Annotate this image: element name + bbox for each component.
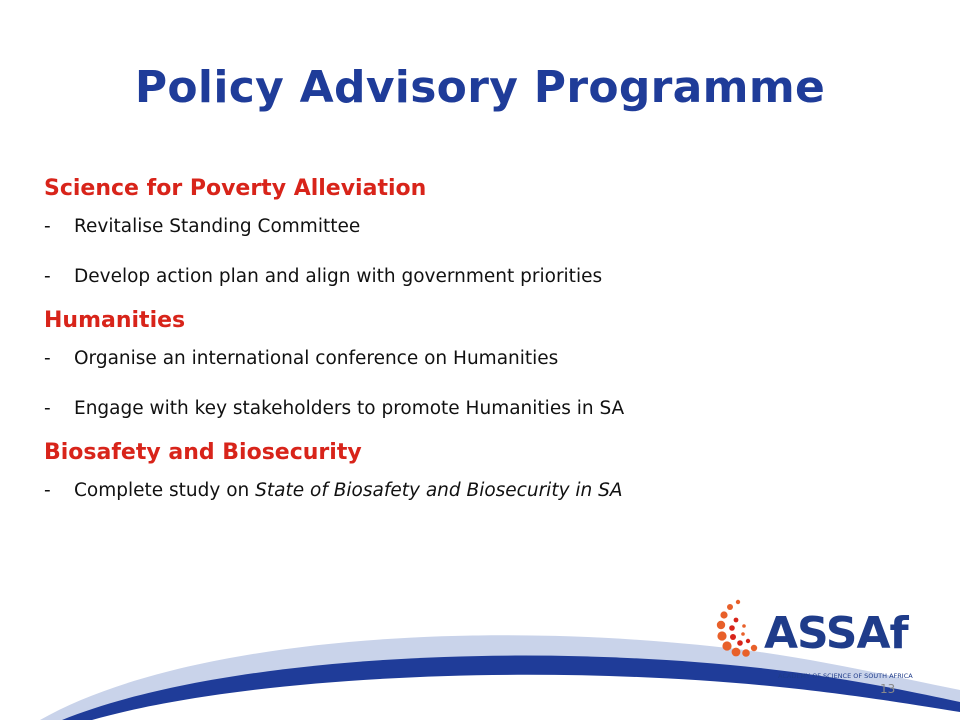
bullet-item	[44, 396, 924, 422]
section-heading-poverty: Science for Poverty Alleviation	[44, 176, 427, 201]
bullet-dash: -	[44, 348, 51, 369]
logo-wordmark: ASSAf	[764, 608, 908, 659]
bullet-item	[44, 214, 924, 240]
slide-content	[44, 172, 924, 528]
bullet-item	[44, 264, 924, 290]
bullet-text-emphasis: State of Biosafety and Biosecurity in SA	[255, 480, 623, 501]
bullet-text: Develop action plan and align with government priorities	[74, 266, 603, 287]
section-heading-biosafety: Biosafety and Biosecurity	[44, 440, 362, 465]
bullet-text: Organise an international conference on Humanities	[74, 348, 559, 369]
bullet-text-prefix: Complete study on	[74, 480, 256, 501]
bullet-text: Revitalise Standing Committee	[74, 216, 361, 237]
assaf-logo	[714, 596, 932, 688]
bullet-dash: -	[44, 216, 51, 237]
bullet-text: Engage with key stakeholders to promote Humanities in SA	[74, 398, 625, 419]
bullet-item	[44, 478, 924, 504]
logo-tagline: ACADEMY OF SCIENCE OF SOUTH AFRICA	[778, 672, 913, 680]
section-heading-humanities: Humanities	[44, 308, 186, 333]
bullet-dash: -	[44, 480, 51, 501]
page-number: 13	[880, 682, 896, 696]
slide-title: Policy Advisory Programme	[134, 62, 826, 113]
bullet-dash: -	[44, 266, 51, 287]
bullet-item	[44, 346, 924, 372]
bullet-dash: -	[44, 398, 51, 419]
